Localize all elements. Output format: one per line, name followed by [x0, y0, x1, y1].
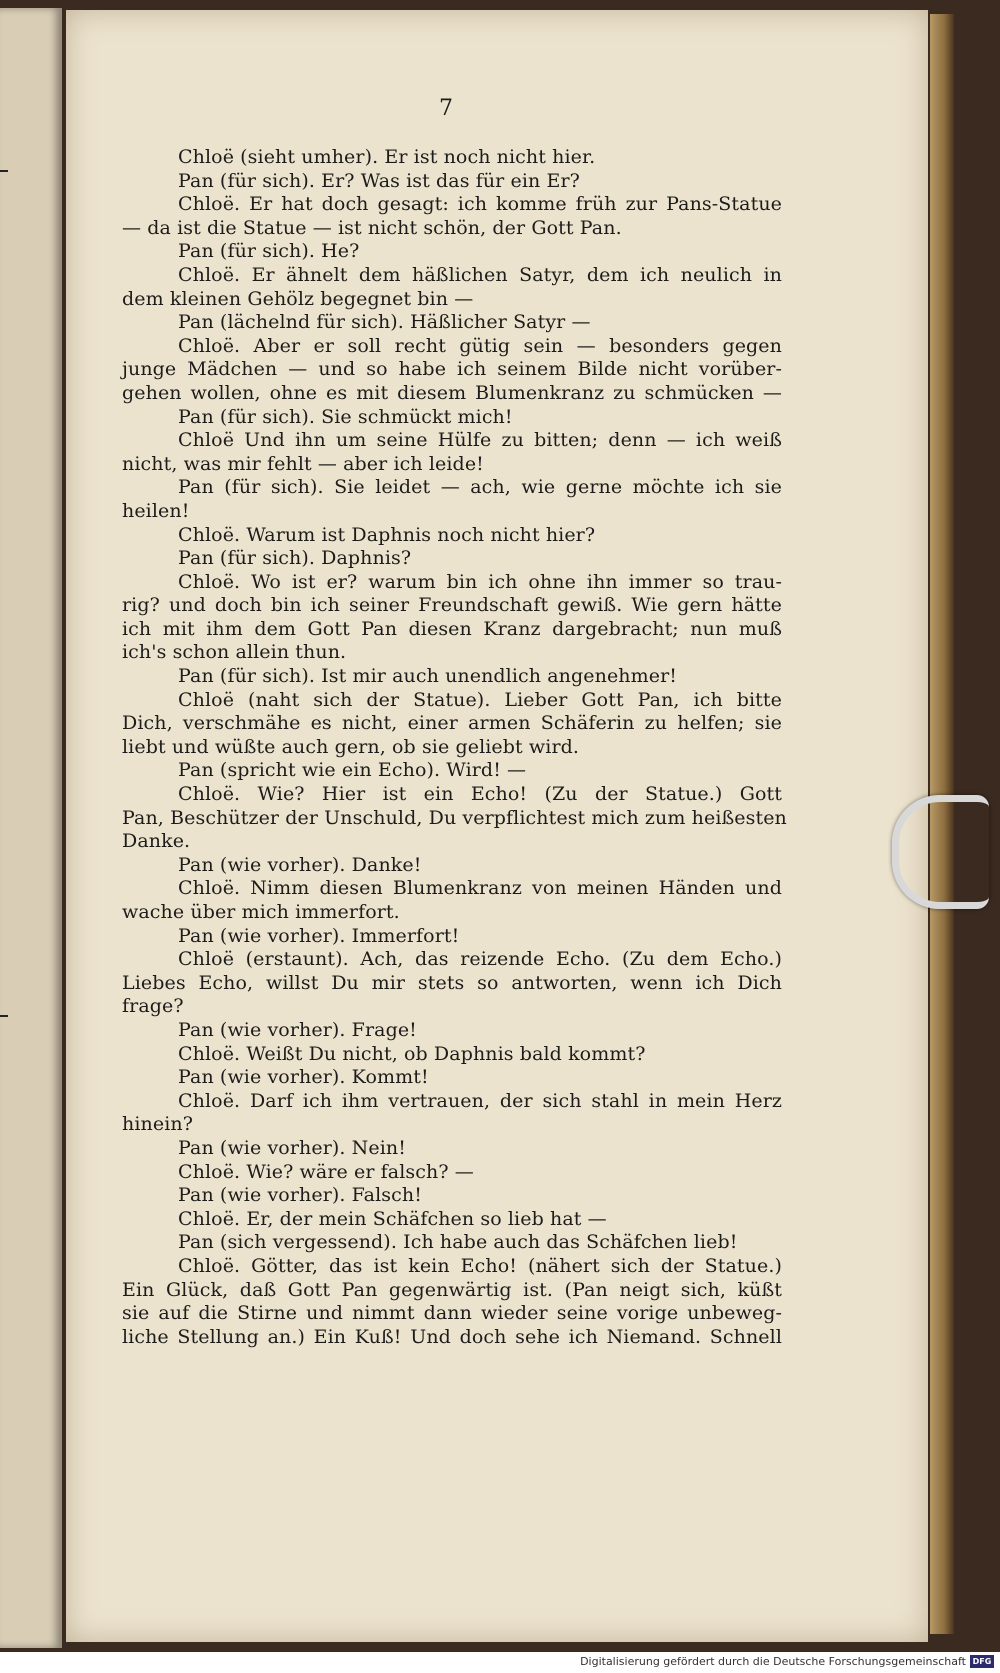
text-line: wache über mich immerfort. [122, 901, 400, 923]
text-line: — da ist die Statue — ist nicht schön, der Gott Pan. [122, 216, 622, 239]
page-clip [892, 795, 989, 909]
text-line: Pan (für sich). Er? Was ist das für ein Er? [178, 169, 580, 192]
text-line: Chloë (erstaunt). Ach, das reizende Echo. (Zu dem Echo.) [178, 948, 782, 971]
text-line: Pan, Beschützer der Unschuld, Du verpflichtest mich zum heißesten [122, 806, 787, 829]
text-line: Pan (für sich). Sie leidet — ach, wie gerne möchte ich sie [178, 476, 782, 499]
text-line: Pan (spricht wie ein Echo). Wird! — [178, 759, 527, 782]
text-line: Pan (wie vorher). Kommt! [178, 1066, 429, 1089]
text-line: liche Stellung an.) Ein Kuß! Und doch sehe ich Niemand. Schnell [122, 1325, 782, 1348]
text-line: Chloë. Er ähnelt dem häßlichen Satyr, dem ich neulich in [178, 263, 782, 286]
text-line: Chloë. Darf ich ihm vertrauen, der sich stahl in mein Herz [178, 1089, 782, 1112]
text-line: Chloë. Wo ist er? warum bin ich ohne ihn immer so trau- [178, 570, 782, 593]
text-line: Chloë. Wie? wäre er falsch? — [178, 1160, 474, 1183]
text-line: Chloë (naht sich der Statue). Lieber Gott Pan, ich bitte [178, 688, 782, 711]
text-line: rig? und doch bin ich seiner Freundschaft gewiß. Wie gern hätte [122, 594, 782, 617]
text-line: dem kleinen Gehölz begegnet bin — [122, 287, 474, 310]
text-line: Pan (für sich). Sie schmückt mich! [178, 405, 513, 428]
funding-notice: Digitalisierung gefördert durch die Deutsche Forschungsgemeinschaft [580, 1655, 966, 1668]
text-line: sie auf die Stirne und nimmt dann wieder seine vorige unbeweg- [122, 1302, 782, 1325]
text-line: Pan (wie vorher). Danke! [178, 853, 422, 876]
text-line: Dich, verschmähe es nicht, einer armen Schäferin zu helfen; sie [122, 712, 782, 735]
text-line: Pan (für sich). Daphnis? [178, 547, 412, 570]
text-line: Chloë Und ihn um seine Hülfe zu bitten; denn — ich weiß [178, 429, 782, 452]
text-line: Danke. [122, 830, 191, 853]
text-line: Chloë. Weißt Du nicht, ob Daphnis bald kommt? [178, 1042, 646, 1065]
facing-page-mark [0, 1015, 8, 1017]
text-line: gehen wollen, ohne es mit diesem Blumenkranz zu schmücken — [122, 381, 782, 404]
text-line: Chloë. Er hat doch gesagt: ich komme früh zur Pans-Statue [178, 193, 782, 216]
page-text [122, 146, 787, 1349]
text-line: Chloë. Götter, das ist kein Echo! (nähert sich der Statue.) [178, 1254, 782, 1277]
facing-page-mark [0, 170, 8, 172]
text-line: Pan (für sich). Ist mir auch unendlich angenehmer! [178, 665, 678, 688]
text-line: Chloë. Nimm diesen Blumenkranz von meinen Händen und [178, 877, 782, 900]
text-line: heilen! [122, 499, 190, 522]
text-line: Chloë. Aber er soll recht gütig sein — besonders gegen [178, 334, 782, 357]
text-line: ich mit ihm dem Gott Pan diesen Kranz dargebracht; nun muß [122, 617, 782, 640]
text-line: Pan (wie vorher). Frage! [178, 1018, 417, 1041]
text-line: hinein? [122, 1113, 193, 1136]
text-line: Pan (lächelnd für sich). Häßlicher Satyr — [178, 311, 591, 334]
text-line: Ein Glück, daß Gott Pan gegenwärtig ist. (Pan neigt sich, küßt [122, 1278, 782, 1301]
page-number: 7 [439, 96, 453, 121]
text-line: Pan (wie vorher). Immerfort! [178, 924, 460, 947]
text-line: Chloë (sieht umher). Er ist noch nicht hier. [178, 146, 596, 168]
text-line: Chloë. Warum ist Daphnis noch nicht hier? [178, 523, 596, 546]
text-line: frage? [122, 995, 184, 1018]
text-line: Liebes Echo, willst Du mir stets so antworten, wenn ich Dich [122, 971, 782, 994]
text-line: Pan (sich vergessend). Ich habe auch das Schäfchen lieb! [178, 1231, 738, 1254]
text-line: ich's schon allein thun. [122, 641, 347, 664]
text-line: Pan (für sich). He? [178, 240, 360, 263]
facing-page-edge [0, 8, 62, 1648]
dfg-logo: DFG [970, 1655, 994, 1668]
text-line: Pan (wie vorher). Nein! [178, 1136, 406, 1159]
text-line: Pan (wie vorher). Falsch! [178, 1184, 422, 1207]
text-line: junge Mädchen — und so habe ich seinem Bilde nicht vorüber- [122, 358, 782, 381]
footer-bar [0, 1652, 1000, 1673]
text-line: Chloë. Er, der mein Schäfchen so lieb hat — [178, 1207, 607, 1230]
text-line: liebt und wüßte auch gern, ob sie geliebt wird. [122, 735, 580, 758]
text-line: Chloë. Wie? Hier ist ein Echo! (Zu der Statue.) Gott [178, 783, 782, 806]
text-line: nicht, was mir fehlt — aber ich leide! [122, 452, 484, 475]
